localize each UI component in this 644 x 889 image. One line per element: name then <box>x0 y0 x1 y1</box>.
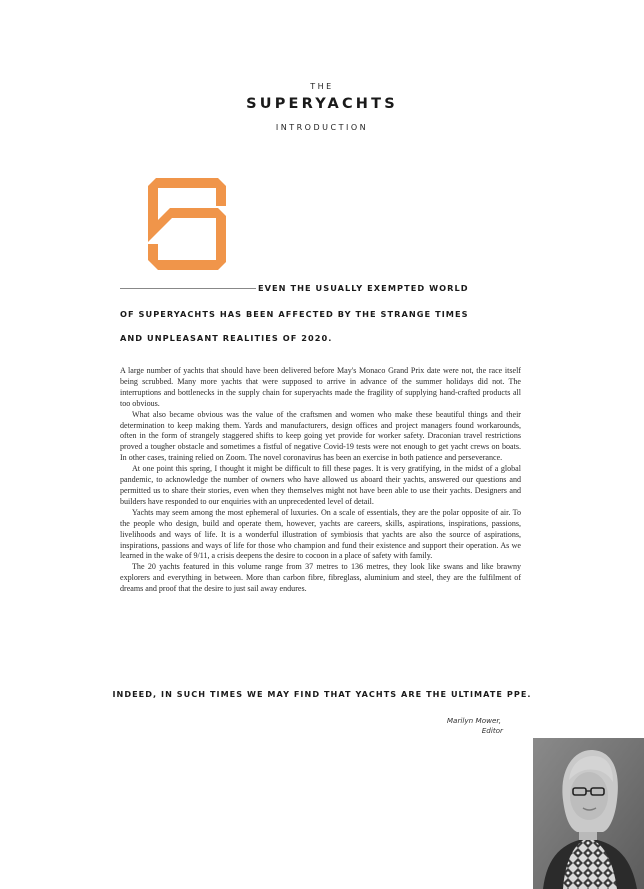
lead-line-3: AND UNPLEASANT REALITIES OF 2020. <box>120 333 333 343</box>
signature-role: Editor <box>481 726 503 735</box>
body-text <box>120 366 521 595</box>
page-title: SUPERYACHTS <box>246 96 398 112</box>
kicker: THE <box>310 82 334 91</box>
editor-portrait-image <box>533 738 644 889</box>
lead-rule <box>120 288 256 289</box>
lead-line-1: EVEN THE USUALLY EXEMPTED WORLD <box>258 283 469 293</box>
body-paragraph-5: The 20 yachts featured in this volume range from 37 metres to 136 metres, they look like swans and like brawny explorers and everything in between. More than carbon fibre, fibreglass, aluminium and steel, they are the fulfilment of dreams and proof that the desire to just sail away endures. <box>120 562 521 594</box>
section-subtitle: INTRODUCTION <box>275 123 369 132</box>
body-paragraph-4: Yachts may seem among the most ephemeral of luxuries. On a scale of essentials, they are the polar opposite of air. To the people who design, build and operate them, however, yachts are careers, skills, aspirations, inspirations, passions, livelihoods and ways of life. It is a wonderful illustration of symbiosis that yachts are also the source of aspirations, inspirations, passions and ways of life for those who champion and fund their existence and support their operation. As we learned in the wake of 9/11, a crisis deepens the desire to cocoon in a place of safety with family. <box>120 507 521 561</box>
signature-name: Marilyn Mower, <box>446 716 501 725</box>
drop-cap-logo-icon <box>148 178 228 270</box>
closing-statement: INDEED, IN SUCH TIMES WE MAY FIND THAT YACHTS ARE THE ULTIMATE PPE. <box>112 689 532 699</box>
body-paragraph-1: A large number of yachts that should have been delivered before May's Monaco Grand Prix date were not, the race itself being scrubbed. Many more yachts that were supposed to arrive in advance of the summer holidays did not. The interruptions and bottlenecks in the supply chain for superyachts made the fragility of supplying hand-crafted products all too obvious. <box>120 366 521 408</box>
body-paragraph-3: At one point this spring, I thought it might be difficult to fill these pages. It is very gratifying, in the midst of a global pandemic, to acknowledge the number of owners who have allowed us aboard their yachts, answered our questions and permitted us to share their stories, even when they themselves might not have been able to use their yachts. Designers and builders have responded to our enquiries with an unprecedented level of detail. <box>120 464 521 506</box>
lead-line-2: OF SUPERYACHTS HAS BEEN AFFECTED BY THE STRANGE TIMES <box>120 309 469 319</box>
body-paragraph-2: What also became obvious was the value of the craftsmen and women who make these beautiful things and their determination to keep making them. Yards and manufacturers, design offices and project managers found workarounds, often in the form of strangely staggered shifts to keep going yet provide for worker safety. Draconian travel restrictions proved a tougher obstacle and sometimes a fistful of negative Covid-19 tests were not enough to get yacht crews on boats. In other cases, training relied on Zoom. The novel coronavirus has been an exercise in both patience and perseverance. <box>120 409 521 463</box>
